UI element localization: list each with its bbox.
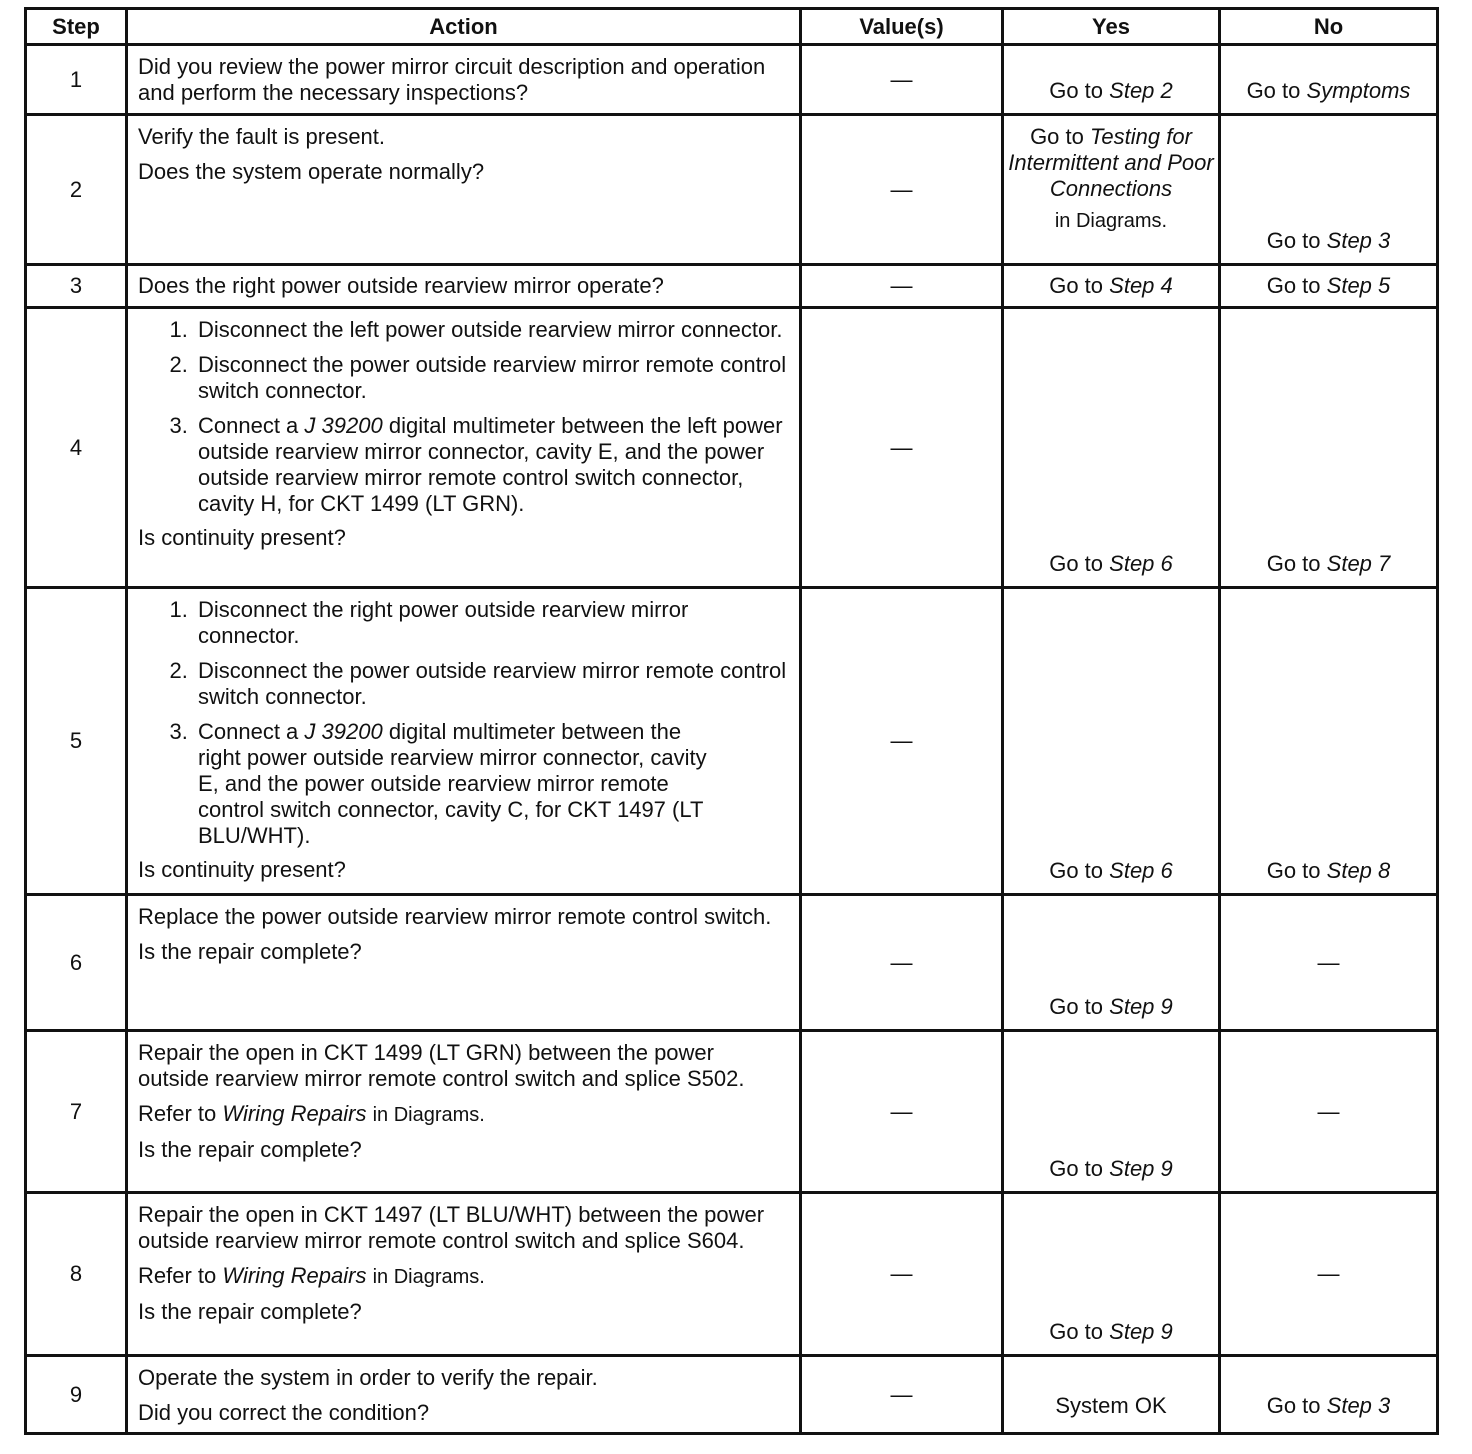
- wiring-repairs-link[interactable]: Wiring Repairs: [222, 1101, 367, 1126]
- step-number: 5: [26, 588, 127, 895]
- dash: —: [890, 1098, 913, 1124]
- step-number: 3: [26, 265, 127, 308]
- no-cell: Go to Step 5: [1220, 265, 1438, 308]
- yes-cell: Go to Step 2: [1003, 45, 1220, 115]
- action-question: Does the system operate normally?: [138, 159, 485, 184]
- action-question: Is the repair complete?: [138, 1137, 362, 1162]
- dash: —: [890, 273, 913, 298]
- table-row: [26, 115, 1438, 265]
- list-item: 2. Disconnect the power outside rearview mirror remote control switch connector.: [194, 658, 789, 710]
- header-yes: Yes: [1003, 9, 1220, 45]
- action-text: Operate the system in order to verify the repair.: [138, 1365, 598, 1390]
- list-item: 3. Connect a J 39200 digital multimeter between the right power outside rearview mirror connector, cavity E, and the power outside rearview mirror remote control switch connector, cavity C, for CKT 1497 (LT BLU/WHT).: [194, 719, 789, 849]
- header-action: Action: [127, 9, 801, 45]
- action-text: Does the right power outside rearview mirror operate?: [138, 273, 664, 298]
- no-cell: [1220, 1193, 1438, 1356]
- list-item: 2. Disconnect the power outside rearview mirror remote control switch connector.: [194, 352, 789, 404]
- yes-cell: [1003, 1356, 1220, 1434]
- diagnostic-table-page: [24, 7, 1436, 1435]
- action-text: Replace the power outside rearview mirror remote control switch.: [138, 904, 772, 929]
- dash: —: [1317, 1261, 1340, 1286]
- value-cell: [801, 308, 1003, 588]
- value-cell: [801, 1356, 1003, 1434]
- action-text: Repair the open in CKT 1499 (LT GRN) between the power outside rearview mirror remote control switch and splice S502.: [138, 1040, 745, 1091]
- no-cell: Go to Step 3: [1220, 1356, 1438, 1434]
- no-cell: Go to Step 8: [1220, 588, 1438, 895]
- action-text: Did you review the power mirror circuit description and operation and perform the necessary inspections?: [138, 54, 766, 105]
- step-number: 9: [26, 1356, 127, 1434]
- table-row: [26, 45, 1438, 115]
- header-values: Value(s): [801, 9, 1003, 45]
- header-row: [26, 9, 1438, 45]
- yes-suffix: in Diagrams.: [1054, 210, 1168, 232]
- action-question: Is the repair complete?: [138, 1299, 362, 1324]
- action-cell: [127, 895, 801, 1031]
- yes-link[interactable]: Step 9: [1109, 1319, 1173, 1344]
- action-cell: [127, 308, 801, 588]
- no-cell: Go to Step 3: [1220, 115, 1438, 265]
- action-cell: [127, 1356, 801, 1434]
- yes-link[interactable]: Step 6: [1109, 858, 1173, 883]
- value-cell: [801, 1031, 1003, 1193]
- no-link[interactable]: Step 3: [1326, 1393, 1391, 1418]
- no-link[interactable]: Step 5: [1326, 273, 1391, 298]
- no-cell: [1220, 1031, 1438, 1193]
- action-cell: [127, 115, 801, 265]
- no-link[interactable]: Step 7: [1326, 551, 1391, 576]
- value-cell: [801, 1193, 1003, 1356]
- action-question: Is continuity present?: [138, 525, 346, 550]
- step-number: 6: [26, 895, 127, 1031]
- action-text: Verify the fault is present.: [138, 124, 386, 149]
- yes-link[interactable]: Step 9: [1109, 994, 1173, 1019]
- table-row: [26, 1356, 1438, 1434]
- table-row: [26, 308, 1438, 588]
- no-link[interactable]: Step 3: [1326, 228, 1391, 253]
- diagnostic-table: [24, 7, 1439, 1435]
- table-row: [26, 265, 1438, 308]
- yes-cell: Go to Step 4: [1003, 265, 1220, 308]
- yes-cell: Go to Step 9: [1003, 895, 1220, 1031]
- dash: —: [890, 1381, 913, 1407]
- yes-link[interactable]: Testing for Intermittent and Poor Connections: [1008, 124, 1214, 201]
- yes-link[interactable]: Step 2: [1109, 78, 1173, 103]
- yes-cell: Go to Step 6: [1003, 588, 1220, 895]
- header-step: Step: [26, 9, 127, 45]
- dash: —: [890, 434, 913, 460]
- action-text: Repair the open in CKT 1497 (LT BLU/WHT) between the power outside rearview mirror remote control switch and splice S604.: [138, 1202, 765, 1253]
- value-cell: [801, 265, 1003, 308]
- no-cell: [1220, 895, 1438, 1031]
- action-question: Is the repair complete?: [138, 939, 362, 964]
- refer-text: Refer to Wiring Repairs in Diagrams.: [138, 1101, 485, 1126]
- yes-cell: Go to Step 6: [1003, 308, 1220, 588]
- yes-link[interactable]: Step 9: [1109, 1156, 1173, 1181]
- system-ok-text: System OK: [1055, 1393, 1167, 1418]
- table-row: [26, 588, 1438, 895]
- action-cell: [127, 1031, 801, 1193]
- action-question: Did you correct the condition?: [138, 1400, 430, 1425]
- list-item: 1. Disconnect the right power outside rearview mirror connector.: [194, 597, 789, 649]
- list-item: 3. Connect a J 39200 digital multimeter between the left power outside rearview mirror connector, cavity E, and the power outside rearview mirror remote control switch connector, cavity H, for CKT 1499 (LT GRN).: [194, 413, 789, 517]
- no-link[interactable]: Symptoms: [1306, 78, 1411, 103]
- dash: —: [890, 176, 913, 202]
- no-cell: Go to Symptoms: [1220, 45, 1438, 115]
- step-number: 1: [26, 45, 127, 115]
- value-cell: [801, 895, 1003, 1031]
- yes-cell: Go to Testing for Intermittent and Poor Connections in Diagrams.: [1003, 115, 1220, 265]
- step-number: 8: [26, 1193, 127, 1356]
- header-no: No: [1220, 9, 1438, 45]
- refer-text: Refer to Wiring Repairs in Diagrams.: [138, 1263, 485, 1288]
- action-cell: [127, 265, 801, 308]
- dash: —: [1317, 949, 1340, 975]
- wiring-repairs-link[interactable]: Wiring Repairs: [222, 1263, 367, 1288]
- yes-link[interactable]: Step 6: [1109, 551, 1173, 576]
- value-cell: [801, 115, 1003, 265]
- value-cell: [801, 588, 1003, 895]
- step-number: 7: [26, 1031, 127, 1193]
- dash: —: [890, 949, 913, 975]
- yes-link[interactable]: Step 4: [1109, 273, 1173, 298]
- action-question: Is continuity present?: [138, 857, 346, 882]
- no-cell: Go to Step 7: [1220, 308, 1438, 588]
- step-number: 2: [26, 115, 127, 265]
- table-row: [26, 1031, 1438, 1193]
- dash: —: [890, 66, 913, 92]
- action-cell: [127, 1193, 801, 1356]
- table-row: [26, 895, 1438, 1031]
- list-item: 1. Disconnect the left power outside rearview mirror connector.: [194, 317, 789, 343]
- yes-cell: Go to Step 9: [1003, 1193, 1220, 1356]
- dash: —: [890, 1261, 913, 1286]
- dash: —: [890, 728, 913, 753]
- dash: —: [1317, 1098, 1340, 1124]
- action-cell: [127, 588, 801, 895]
- value-cell: [801, 45, 1003, 115]
- yes-cell: Go to Step 9: [1003, 1031, 1220, 1193]
- no-link[interactable]: Step 8: [1326, 858, 1391, 883]
- table-row: [26, 1193, 1438, 1356]
- step-number: 4: [26, 308, 127, 588]
- action-cell: [127, 45, 801, 115]
